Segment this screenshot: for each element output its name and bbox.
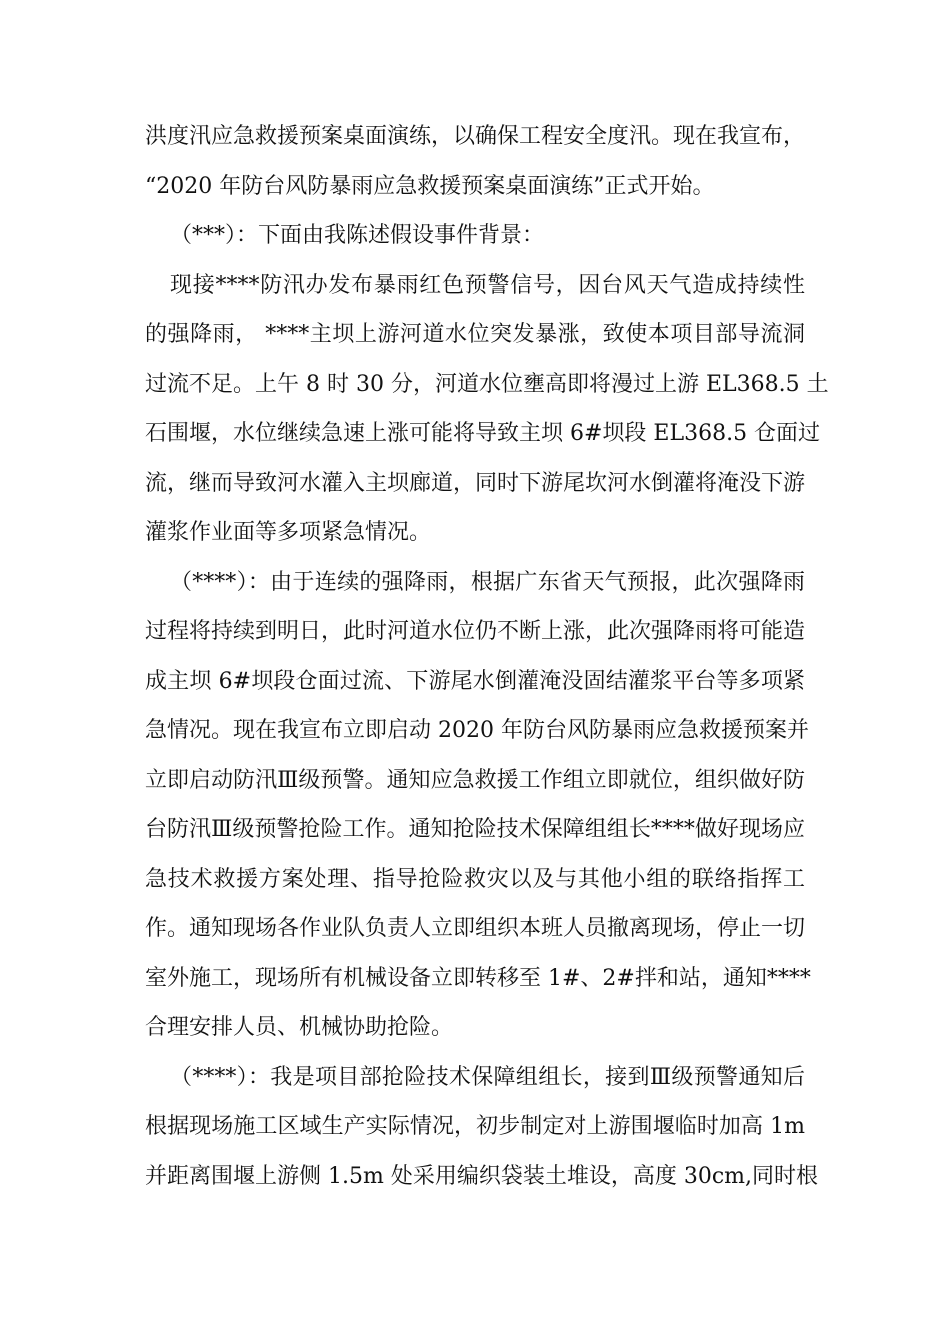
text-line: 急情况。现在我宣布立即启动 2020 年防台风防暴雨应急救援预案并 bbox=[145, 718, 809, 743]
text-line: 室外施工，现场所有机械设备立即转移至 1#、2#拌和站，通知**** bbox=[145, 965, 811, 991]
text-line: 台防汛Ⅲ级预警抢险工作。通知抢险技术保障组组长****做好现场应 bbox=[145, 817, 805, 842]
text-line: 现接****防汛办发布暴雨红色预警信号，因台风天气造成持续性 bbox=[170, 272, 805, 298]
text-line: 流，继而导致河水灌入主坝廊道，同时下游尾坎河水倒灌将淹没下游 bbox=[145, 470, 806, 496]
text-line: （****）：由于连续的强降雨，根据广东省天气预报，此次强降雨 bbox=[170, 569, 805, 595]
text-line: 合理安排人员、机械协助抢险。 bbox=[145, 1015, 454, 1040]
text-line: 过流不足。上午 8 时 30 分，河道水位壅高即将漫过上游 EL368.5 土 bbox=[145, 371, 829, 397]
text-line: 灌浆作业面等多项紧急情况。 bbox=[145, 520, 432, 545]
text-line: 立即启动防汛Ⅲ级预警。通知应急救援工作组立即就位，组织做好防 bbox=[145, 767, 805, 793]
text-line: （****）：我是项目部抢险技术保障组组长，接到Ⅲ级预警通知后 bbox=[170, 1064, 805, 1090]
text-line: 并距离围堰上游侧 1.5m 处采用编织袋装土堆设，高度 30cm,同时根 bbox=[145, 1163, 818, 1189]
text-line: 成主坝 6#坝段仓面过流、下游尾水倒灌淹没固结灌浆平台等多项紧 bbox=[145, 668, 805, 694]
text-line: 石围堰，水位继续急速上涨可能将导致主坝 6#坝段 EL368.5 仓面过 bbox=[145, 421, 821, 446]
text-line: 作。通知现场各作业队负责人立即组织本班人员撤离现场，停止一切 bbox=[145, 916, 806, 941]
text-line: 过程将持续到明日，此时河道水位仍不断上涨，此次强降雨将可能造 bbox=[145, 619, 806, 644]
text-line: 的强降雨， ****主坝上游河道水位突发暴涨，致使本项目部导流洞 bbox=[145, 322, 805, 347]
text-line: “2020 年防台风防暴雨应急救援预案桌面演练”正式开始。 bbox=[145, 173, 715, 199]
text-line: （***）：下面由我陈述假设事件背景： bbox=[170, 223, 545, 248]
text-line: 洪度汛应急救援预案桌面演练，以确保工程安全度汛。现在我宣布， bbox=[145, 124, 806, 149]
text-line: 急技术救援方案处理、指导抢险救灾以及与其他小组的联络指挥工 bbox=[145, 866, 805, 892]
text-line: 根据现场施工区域生产实际情况，初步制定对上游围堰临时加高 1m bbox=[145, 1114, 805, 1139]
